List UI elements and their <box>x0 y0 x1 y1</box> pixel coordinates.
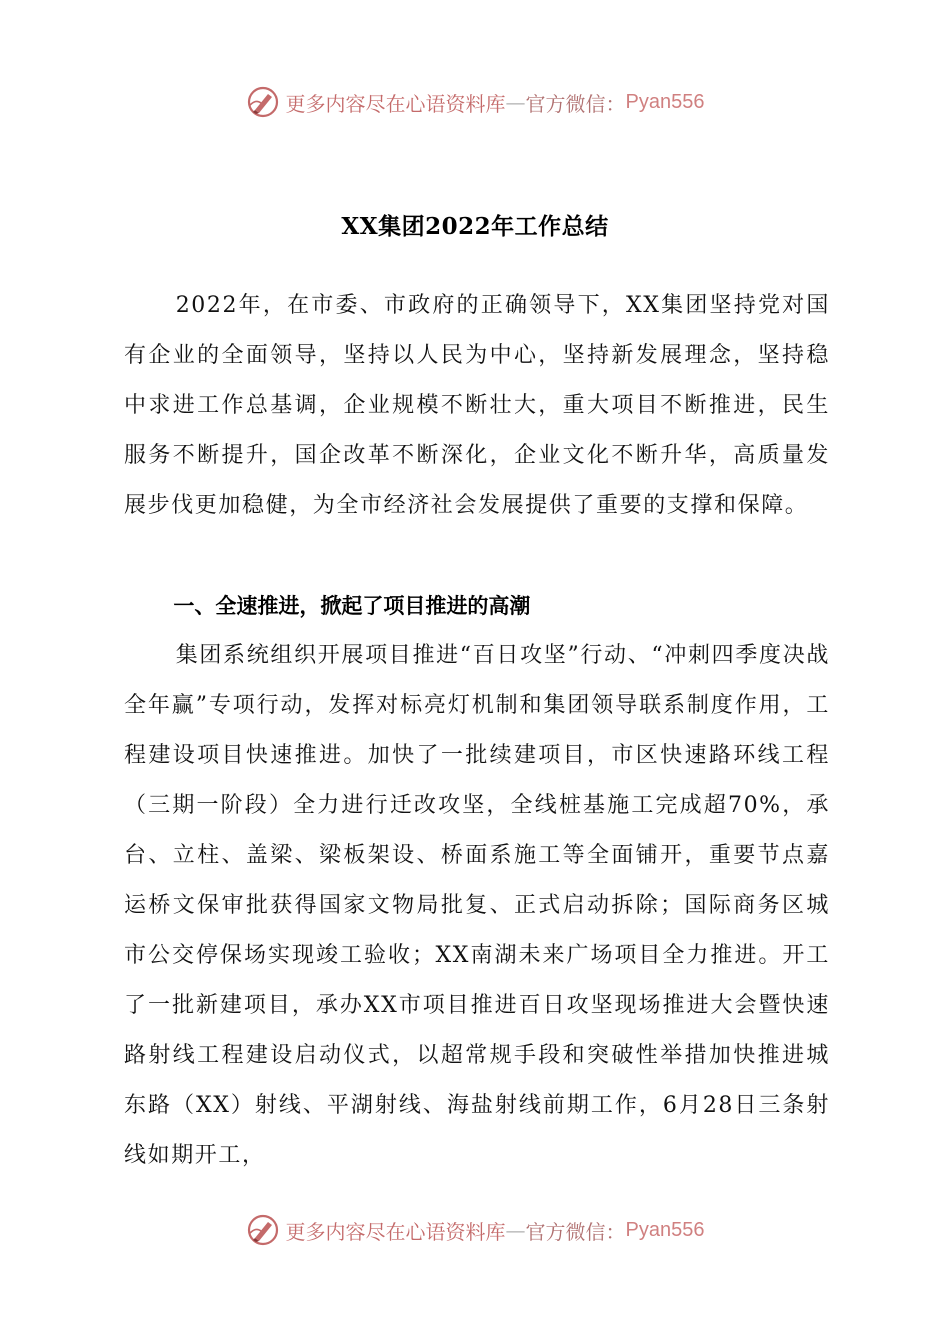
section-heading-1: 一、全速推进，掀起了项目推进的高潮 <box>173 594 531 618</box>
section-1-paragraph: 集团系统组织开展项目推进“百日攻坚”行动、“冲刺四季度决战全年赢”专项行动，发挥对标亮灯机制和集团领导联系制度作用，工程建设项目快速推进。加快了一批续建项目，市区快速路环线工程（三期一阶段）全力进行迁改攻坚，全线桩基施工完成超70%，承台、立柱、盖梁、梁板架设、桥面系施工等全面铺开，重要节点嘉运桥文保审批获得国家文物局批复、正式启动拆除；国际商务区城市公交停保场实现竣工验收；XX南湖未来广场项目全力推进。开工了一批新建项目，承办XX市项目推进百日攻坚现场推进大会暨快速路射线工程建设启动仪式，以超常规手段和突破性举措加快推进城东路（XX）射线、平湖射线、海盐射线前期工作，6月28日三条射线如期开工， <box>124 643 830 1168</box>
watermark-label: 官方微信： <box>525 1219 626 1244</box>
watermark-handle: Pyan556 <box>625 90 705 113</box>
document-title: XX集团2022年工作总结 <box>341 213 609 240</box>
intro-paragraph: 2022年，在市委、市政府的正确领导下，XX集团坚持党对国有企业的全面领导，坚持以人民为中心，坚持新发展理念，坚持稳中求进工作总基调，企业规模不断壮大，重大项目不断推进，民生服务不断提升，国企改革不断深化，企业文化不断升华，高质量发展步伐更加稳健，为全市经济社会发展提供了重要的支撑和保障。 <box>124 293 830 518</box>
watermark-text: 更多内容尽在心语资料库 <box>285 1219 506 1244</box>
watermark-separator: — <box>505 1218 526 1242</box>
header-watermark <box>0 82 950 122</box>
watermark-label: 官方微信： <box>525 91 626 116</box>
watermark-separator: — <box>505 90 526 114</box>
watermark-handle: Pyan556 <box>625 1218 705 1241</box>
pen-in-circle-icon <box>246 85 280 119</box>
watermark-text: 更多内容尽在心语资料库 <box>285 91 506 116</box>
pen-in-circle-icon <box>246 1213 280 1247</box>
footer-watermark <box>0 1210 950 1250</box>
